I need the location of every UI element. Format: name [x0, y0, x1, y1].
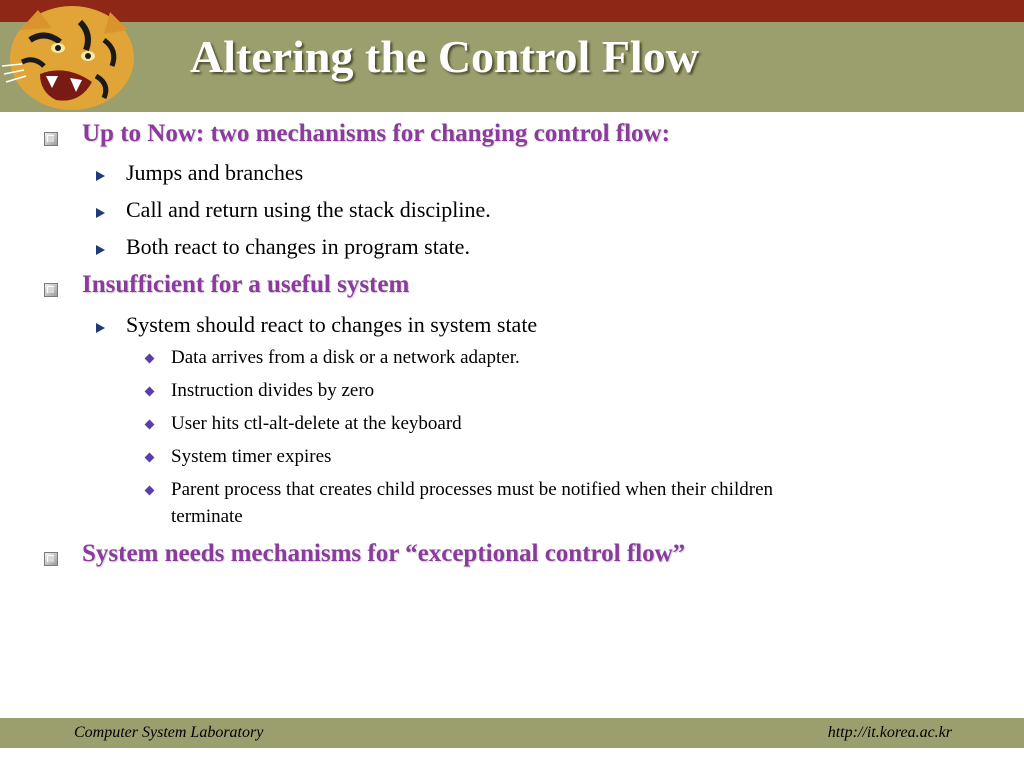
slide-title: Altering the Control Flow — [190, 31, 699, 82]
level1-bullet-icon — [44, 283, 58, 297]
level3-item: Parent process that creates child processes must be notified when their children — [171, 479, 773, 500]
footer-url: http://it.korea.ac.kr — [827, 724, 952, 741]
level2-item: System should react to changes in system state — [126, 312, 538, 337]
level3-item: System timer expires — [171, 446, 332, 467]
level3-bullet-icon — [145, 453, 155, 463]
level2-item: Call and return using the stack discipline. — [126, 197, 491, 222]
level1-item: System needs mechanisms for “exceptional control flow” — [82, 540, 686, 567]
level3-item: Instruction divides by zero — [171, 380, 375, 401]
footer-lab-name: Computer System Laboratory — [74, 724, 264, 741]
level1-item: Up to Now: two mechanisms for changing control flow: — [82, 120, 670, 147]
footer-band — [0, 718, 1024, 748]
level1-bullet-icon — [44, 132, 58, 146]
level3-bullet-icon — [145, 387, 155, 397]
level2-bullet-icon — [96, 208, 105, 218]
level2-bullet-icon — [96, 245, 105, 255]
level2-bullet-icon — [96, 171, 105, 181]
level1-item: Insufficient for a useful system — [82, 271, 410, 298]
tiger-head-logo-icon — [0, 0, 150, 116]
level1-bullet-icon — [44, 552, 58, 566]
level2-item: Jumps and branches — [126, 160, 304, 185]
level2-bullet-icon — [96, 323, 105, 333]
level2-item: Both react to changes in program state. — [126, 234, 470, 259]
level3-bullet-icon — [145, 354, 155, 364]
level3-item: Data arrives from a disk or a network adapter. — [171, 347, 520, 368]
header-top-strip — [0, 0, 1024, 22]
level3-bullet-icon — [145, 420, 155, 430]
level3-item-continuation: terminate — [171, 506, 243, 527]
level3-bullet-icon — [145, 486, 155, 496]
level3-item: User hits ctl-alt-delete at the keyboard — [171, 413, 462, 434]
